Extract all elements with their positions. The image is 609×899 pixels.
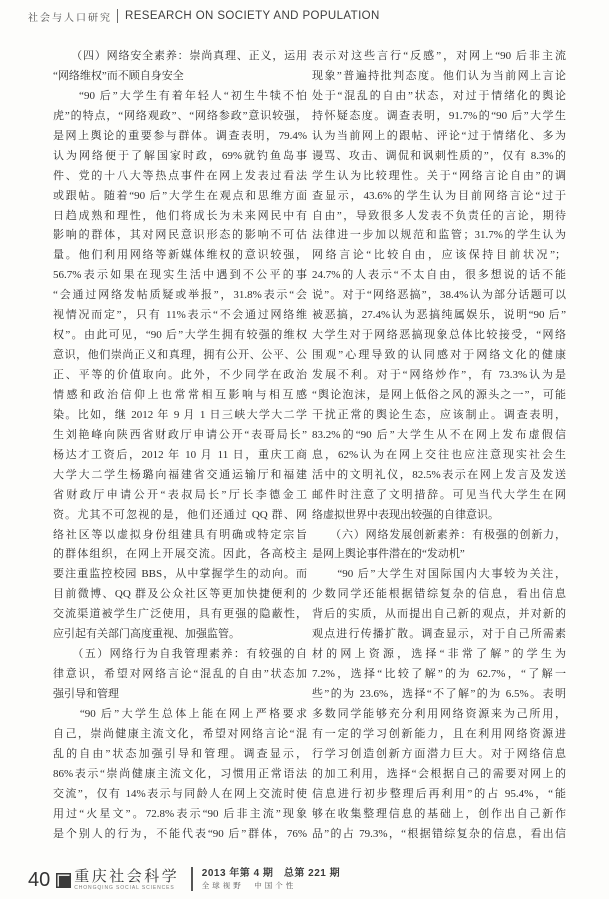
text-line: “90 后”大学生有着年轻人“初生牛犊不怕: [53, 89, 307, 102]
text-line: 活中的文明礼仪，82.5%表示在网上发言及发送: [312, 468, 566, 481]
text-line: 说”。对于“网络恶搞”，38.4%认为部分话题可以: [312, 289, 566, 302]
text-line: 品”的占 79.3%，“根据错综复杂的信息，看出信: [312, 827, 566, 840]
text-line: （六）网络发展创新素养：有极强的创新力，: [312, 528, 566, 541]
text-line: 或跟帖。随着“90 后”大学生在观点和思维方面: [53, 189, 307, 202]
text-line: 邮件时注意了文明措辞。可见当代大学生在网: [312, 488, 566, 501]
text-line: 认为网络便于了解国家时政，69%就钓鱼岛事: [53, 149, 307, 162]
text-line: 自由”，导致很多人发表不负责任的言论，期待: [312, 209, 566, 222]
text-line: 行学习创造创新方面潜力巨大。对于网络信息: [312, 747, 566, 760]
left-column: [53, 47, 307, 845]
text-line: 谩骂、攻击、调侃和讽刺性质的”，仅有 8.3%的: [312, 149, 566, 162]
text-line: 持怀疑态度。调查表明，91.7%的“90 后”大学生: [312, 109, 566, 122]
text-line: 83.2%的“90 后”大学生从不在网上发布虚假信: [312, 428, 566, 441]
text-line: 7.2%，选择“比较了解”的为 62.7%，“了解一: [312, 668, 566, 681]
text-line: 是网上舆论的重要参与群体。调查表明，79.4%: [53, 129, 307, 142]
header-divider: [117, 9, 118, 23]
text-line: “会通过网络发帖质疑或举报”，31.8%表示“会: [53, 289, 307, 302]
issue-info: 2013 年第 4 期 总第 221 期: [201, 868, 341, 879]
text-line: 些”的为 23.6%，选择“不了解”的为 6.5%。表明: [312, 688, 566, 700]
text-line: 大学生对于网络恶搞现象总体比较接受，“网络: [312, 329, 566, 342]
text-line: 网络言论“比较自由，应该保持目前状况”；: [312, 249, 566, 262]
text-line: 交流渠道被学生广泛使用，具有更强的隐蔽性，: [53, 608, 307, 621]
text-line: 乱的自由”状态加强引导和管理。调查显示，: [53, 747, 307, 760]
text-line: 被恶搞，27.4%认为恶搞纯属娱乐，说明“90 后”: [312, 309, 566, 322]
text-line: 围观”心理导致的认同感对于网络文化的健康: [312, 349, 566, 362]
text-line: 省财政厅申请公开“表叔局长”厅长李德金工: [53, 488, 307, 501]
text-line: 法律进一步加以规范和监管；31.7%的学生认为: [312, 229, 566, 242]
text-line: 意识，他们崇尚正义和真理，拥有公开、公平、公: [53, 349, 307, 362]
text-line: 应引起有关部门高度重视、加强监管。: [53, 628, 240, 641]
text-line: 大学大二学生杨璐向福建省交通运输厅和福建: [53, 468, 307, 481]
header-section-cn: 社会与人口研究: [28, 12, 112, 24]
text-line: 情感和政治信仰上也常常相互影响与相互感: [53, 388, 307, 401]
text-line: 息，62%认为在网上交往也应注意现实社会生: [312, 448, 566, 461]
text-line: 是网上舆论事件潜在的“发动机”: [312, 548, 465, 561]
text-line: （五）网络行为自我管理素养：有较强的自: [53, 648, 307, 661]
text-line: 交流”，仅有 14%表示与同龄人在网上交流时使: [53, 787, 307, 800]
text-line: 查显示，43.6%的学生认为目前网络言论“过于: [312, 189, 566, 202]
text-line: 的群体组织，在网上开展交流。因此，各高校主: [53, 548, 307, 561]
text-line: 要注重监控校园 BBS，从中掌握学生的动向。而: [53, 568, 307, 581]
text-line: 信息进行初步整理后再利用”的占 95.4%，“能: [312, 787, 566, 800]
text-line: 多数同学能够充分利用网络资源来为己所用，: [312, 707, 566, 720]
text-line: 56.7%表示如果在现实生活中遇到不公平的事: [53, 269, 307, 282]
text-line: 影响的群体，其对网民意识形态的影响不可估: [53, 229, 307, 242]
journal-slogan: 全球视野 中国个性: [201, 881, 297, 890]
text-line: 认为当前网上的跟帖、评论“过于情绪化、多为: [312, 129, 566, 142]
text-line: 量。他们利用网络等新媒体维权的意识较强，: [53, 249, 307, 262]
text-line: 正、平等的价值取向。此外，不少同学在政治: [53, 369, 307, 381]
text-line: （四）网络安全素养：崇尚真理、正义，运用: [53, 50, 307, 62]
page-footer: [28, 863, 340, 891]
text-line: 处于“混乱的自由”状态，对过于情绪化的舆论: [312, 89, 566, 102]
text-line: 发展不利。对于“网络炒作”，有 73.3%认为是: [312, 369, 566, 381]
text-line: 日趋成熟和理性，他们将成长为未来网民中有: [53, 209, 307, 222]
text-line: 络社区等以虚拟身份组建具有明确或特定宗旨: [53, 528, 307, 541]
text-line: 背后的实质，从而提出自己新的观点，并对新的: [312, 608, 566, 621]
text-line: “90 后”大学生总体上能在网上严格要求: [53, 707, 307, 720]
journal-logo-icon: [56, 873, 71, 888]
text-line: 是个别人的行为，不能代表“90 后”群体，76%: [53, 827, 307, 840]
text-line: 律意识，希望对网络言论“混乱的自由”状态加: [53, 668, 307, 681]
text-line: 生刘艳峰向陕西省财政厅申请公开“表哥局长”: [53, 428, 307, 441]
text-line: 资。尤其不可忽视的是，他们还通过 QQ 群、网: [53, 508, 307, 521]
text-line: 的加工利用，选择“会根据自己的需要对网上的: [312, 767, 566, 780]
text-line: 表示对这些言行“反感”，对网上“90 后非主流: [312, 50, 566, 62]
text-line: “舆论泡沫，是网上低俗之风的源头之一”，可能: [312, 388, 566, 401]
text-line: 自己，崇尚健康主流文化，希望对网络言论“混: [53, 727, 307, 740]
header-title-en: RESEARCH ON SOCIETY AND POPULATION: [125, 10, 380, 22]
right-column: [312, 47, 566, 845]
journal-name-cn: 重庆社会科学: [74, 869, 180, 885]
text-line: “网络维权”而不顾自身安全: [53, 69, 184, 82]
text-line: 用过“火星文”。72.8%表示“90 后非主流”现象: [53, 807, 307, 820]
text-line: 杨达才工资后，2012 年 10 月 11 日，重庆工商: [53, 448, 307, 461]
text-line: 材的网上资源，选择“非常了解”的学生为: [312, 648, 566, 661]
text-line: 现象”普遍持批判态度。他们认为当前网上言论: [312, 69, 566, 82]
text-line: 强引导和管理: [53, 688, 119, 700]
page-header: [28, 7, 380, 25]
text-line: “90 后”大学生对国际国内大事较为关注，: [312, 568, 566, 581]
text-line: 虎”的特点，“网络观政”、“网络参政”意识较强，: [53, 109, 307, 122]
journal-name-block: [74, 869, 179, 891]
text-line: 24.7%的人表示“不太自由，很多想说的话不能: [312, 269, 566, 282]
text-line: 络虚拟世界中表现出较强的自律意识。: [312, 508, 499, 521]
text-line: 权”。由此可见，“90 后”大学生拥有较强的维权: [53, 329, 307, 342]
text-line: 件、党的十八大等热点事件在网上发表过看法: [53, 169, 307, 182]
journal-name-en: CHONGQING SOCIAL SCIENCES: [74, 885, 175, 891]
footer-divider: [191, 867, 193, 891]
text-line: 干扰正常的舆论生态，应该制止。调查表明，: [312, 408, 566, 421]
text-line: 有一定的学习创新能力，且在利用网络资源进: [312, 727, 566, 740]
text-line: 染。比如，继 2012 年 9 月 1 日三峡大学大二学: [53, 408, 307, 421]
text-line: 少数同学还能根据错综复杂的信息，看出信息: [312, 588, 566, 601]
issue-block: [202, 868, 340, 891]
text-line: 观点进行传播扩散。调查显示，对于自己所需素: [312, 628, 566, 641]
text-line: 够在收集整理信息的基础上，创作出自己新作: [312, 807, 566, 820]
text-line: 视情况而定”，只有 11%表示“不会通过网络维: [53, 309, 307, 322]
page-number: 40: [28, 869, 51, 891]
text-line: 目前微博、QQ 群及公众社区等更加快捷便利的: [53, 588, 307, 601]
text-line: 86%表示“崇尚健康主流文化，习惯用正常语法: [53, 767, 307, 780]
text-line: 学生认为比较理性。关于“网络言论自由”的调: [312, 169, 566, 182]
